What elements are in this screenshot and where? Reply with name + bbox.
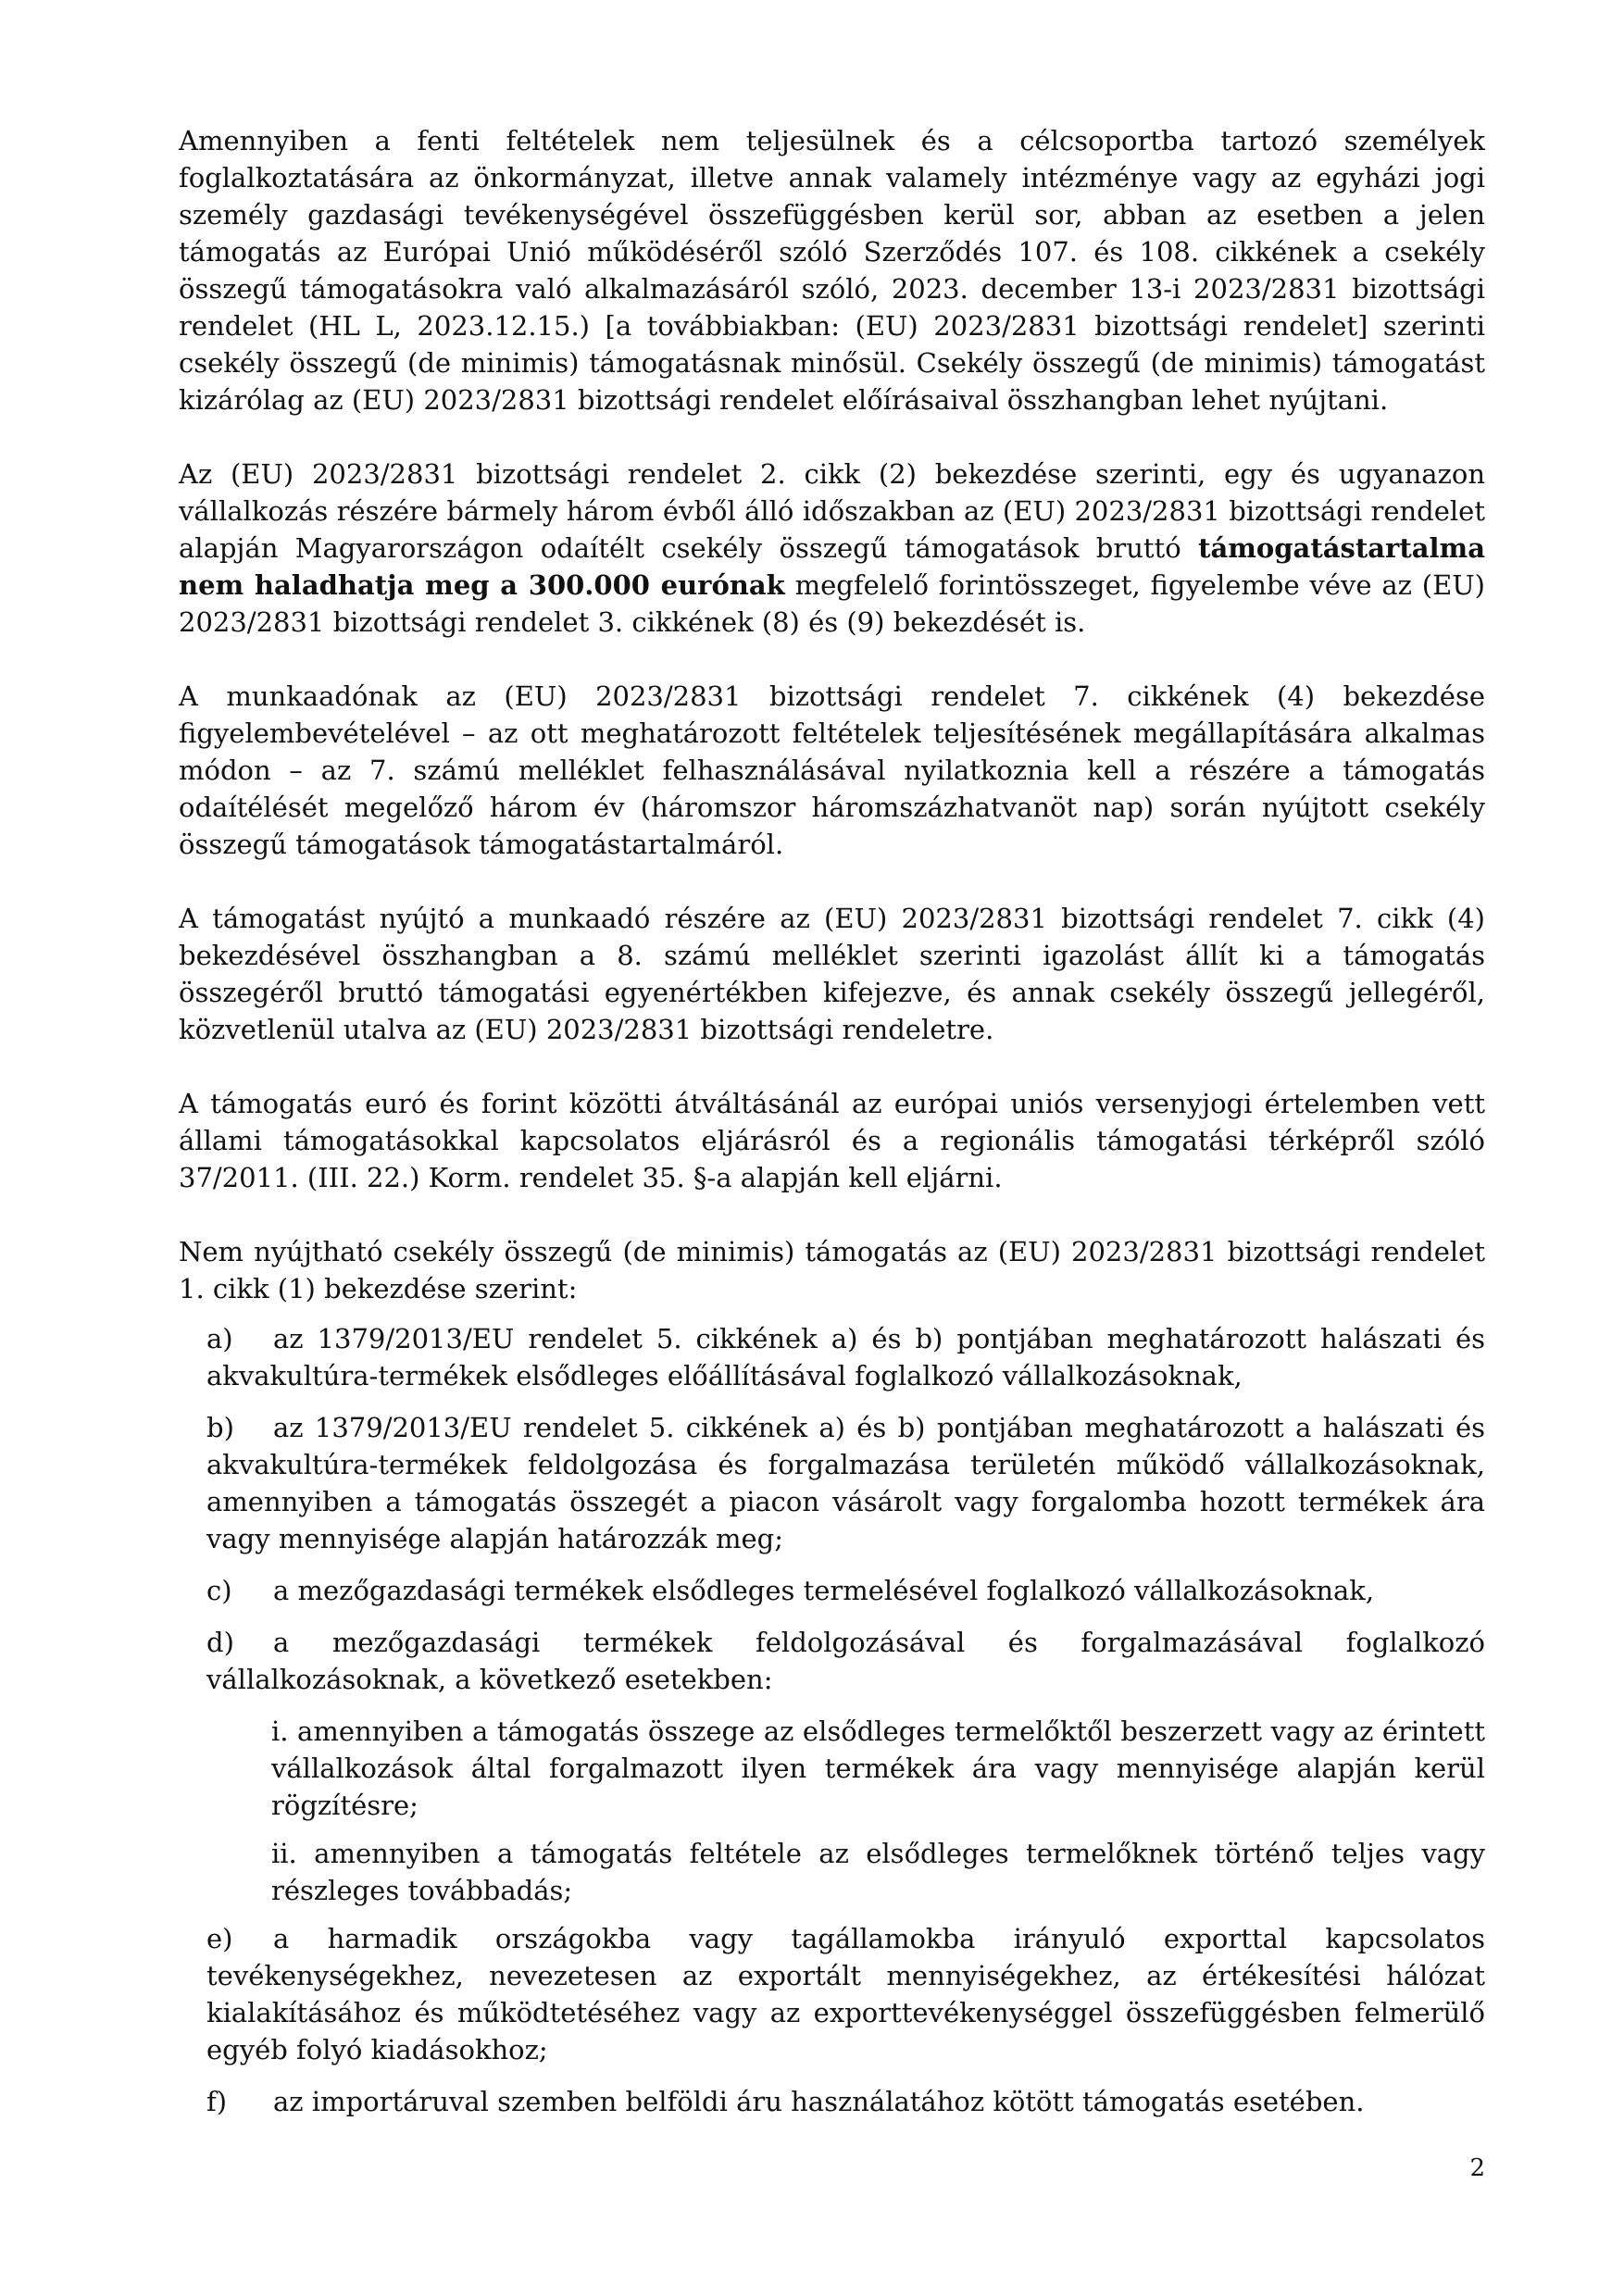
list-item <box>206 1320 1485 1394</box>
paragraph-employer-declaration: A munkaadónak az (EU) 2023/2831 bizottsági rendelet 7. cikkének (4) bekezdése figyelembevételével – az ott meghatározott feltételek teljesítésének megállapítására alkalmas módon – az 7. számú melléklet felhasználásával nyilatkoznia kell a részére a támogatás odaítélését megelőző három év (háromszor háromszázhatvanöt nap) során nyújtott csekély összegű támogatások támogatástartalmáról. <box>179 680 1485 860</box>
page-number: 2 <box>1469 2154 1485 2182</box>
paragraph-ceiling-bold: támogatástartalma nem haladhatja meg a 300.000 eurónak <box>179 532 1485 601</box>
list-item-letter: f) <box>206 2086 228 2117</box>
sub-list-item: i. amennyiben a támogatás összege az elsődleges termelőktől beszerzett vagy az érintett vállalkozások által forgalmazott ilyen termékek ára vagy mennyisége alapján kerül rögzítésre; <box>271 1716 1485 1821</box>
list-item-letter: e) <box>206 1923 233 1954</box>
list-item-text: az importáruval szemben belföldi áru használatához kötött támogatás esetében. <box>273 2086 1365 2117</box>
list-item <box>206 1409 1485 1557</box>
list-item-letter: d) <box>206 1627 234 1658</box>
list-item-letter: c) <box>206 1575 232 1606</box>
paragraph-ceiling-text-2: megfelelő forintösszeget, figyelembe véve az (EU) 2023/2831 bizottsági rendelet 3. cikkének (8) és (9) bekezdését is. <box>179 569 1485 638</box>
sub-list-item: ii. amennyiben a támogatás feltétele az elsődleges termelőknek történő teljes vagy részleges továbbadás; <box>271 1838 1485 1906</box>
document-body <box>179 122 1485 2135</box>
list-item <box>206 2083 1485 2120</box>
list-item-letter: b) <box>206 1412 234 1443</box>
paragraph-certificate: A támogatást nyújtó a munkaadó részére az (EU) 2023/2831 bizottsági rendelet 7. cikk (4) bekezdésével összhangban a 8. számú melléklet szerinti igazolást állít ki a támogatás összegéről bruttó támogatási egyenértékben kifejezve, és annak csekély összegű jellegéről, közvetlenül utalva az (EU) 2023/2831 bizottsági rendeletre. <box>179 903 1485 1045</box>
list-item-text: a harmadik országokba vagy tagállamokba irányuló exporttal kapcsolatos tevékenységekhez, nevezetesen az exportált mennyiségekhez, az értékesítési hálózat kialakításához és működtetéséhez vagy az exporttevékenységgel összefüggésben felmerülő egyéb folyó kiadásokhoz; <box>206 1923 1485 2065</box>
paragraph-de-minimis-intro: Amennyiben a fenti feltételek nem teljesülnek és a célcsoportba tartozó személyek foglalkoztatására az önkormányzat, illetve annak valamely intézménye vagy az egyházi jogi személy gazdasági tevékenységével összefüggésben kerül sor, abban az esetben a jelen támogatás az Európai Unió működéséről szóló Szerződés 107. és 108. cikkének a csekély összegű támogatásokra való alkalmazásáról szóló, 2023. december 13-i 2023/2831 bizottsági rendelet (HL L, 2023.12.15.) [a továbbiakban: (EU) 2023/2831 bizottsági rendelet] szerinti csekély összegű (de minimis) támogatásnak minősül. Csekély összegű (de minimis) támogatást kizárólag az (EU) 2023/2831 bizottsági rendelet előírásaival összhangban lehet nyújtani. <box>179 125 1485 416</box>
list-item-text: a mezőgazdasági termékek feldolgozásával és forgalmazásával foglalkozó vállalkozásoknak, a következő esetekben: <box>206 1627 1485 1695</box>
paragraph-ceiling <box>179 455 1485 641</box>
paragraph-exclusions-intro: Nem nyújtható csekély összegű (de minimis) támogatás az (EU) 2023/2831 bizottsági rendelet 1. cikk (1) bekezdése szerint: <box>179 1236 1485 1304</box>
list-item-text: a mezőgazdasági termékek elsődleges termelésével foglalkozó vállalkozásoknak, <box>273 1575 1375 1606</box>
list-item-text: az 1379/2013/EU rendelet 5. cikkének a) és b) pontjában meghatározott halászati és akvakultúra-termékek elsődleges előállításával foglalkozó vállalkozásoknak, <box>206 1323 1485 1391</box>
list-item <box>206 1920 1485 2068</box>
list-item-text: az 1379/2013/EU rendelet 5. cikkének a) és b) pontjában meghatározott a halászati és akvakultúra-termékek feldolgozása és forgalmazása területén működő vállalkozásoknak, amennyiben a támogatás összegét a piacon vásárolt vagy forgalomba hozott termékek ára vagy mennyisége alapján határozzák meg; <box>206 1412 1485 1554</box>
paragraph-currency-conversion: A támogatás euró és forint közötti átváltásánál az európai uniós versenyjogi értelemben vett állami támogatásokkal kapcsolatos eljárásról és a regionális támogatási térképről szóló 37/2011. (III. 22.) Korm. rendelet 35. §-a alapján kell eljárni. <box>179 1088 1485 1193</box>
paragraph-ceiling-text-1: Az (EU) 2023/2831 bizottsági rendelet 2. cikk (2) bekezdése szerinti, egy és ugyanazon vállalkozás részére bármely három évből álló időszakban az (EU) 2023/2831 bizottsági rendelet alapján Magyarországon odaítélt csekély összegű támogatások bruttó <box>179 458 1485 564</box>
list-item <box>206 1572 1485 1609</box>
list-item-letter: a) <box>206 1323 233 1354</box>
list-item <box>206 1624 1485 1698</box>
